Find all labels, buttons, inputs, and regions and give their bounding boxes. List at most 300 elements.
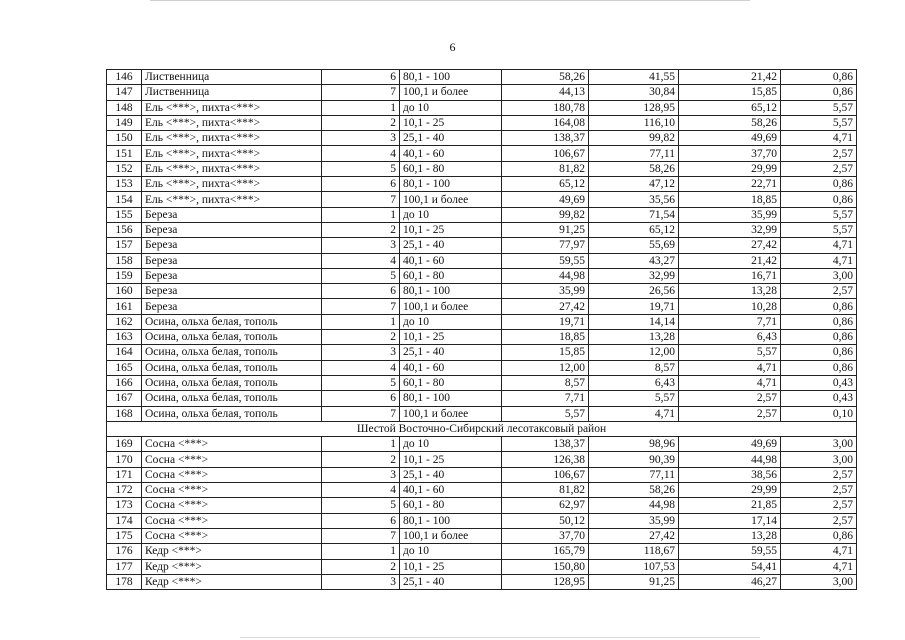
row-number: 146 — [107, 70, 142, 85]
rate-value-3: 16,71 — [679, 268, 781, 283]
table-row — [107, 284, 857, 299]
rate-value-1: 62,97 — [502, 498, 589, 513]
size-category: 7 — [322, 192, 400, 207]
size-category: 7 — [322, 406, 400, 421]
diameter-range: 40,1 - 60 — [400, 253, 502, 268]
table-row — [107, 467, 857, 482]
species-name: Береза — [142, 268, 322, 283]
table-row — [107, 314, 857, 329]
species-name: Осина, ольха белая, тополь — [142, 360, 322, 375]
rate-value-4: 4,71 — [781, 253, 857, 268]
row-number: 175 — [107, 528, 142, 543]
rate-value-2: 35,56 — [589, 192, 679, 207]
row-number: 160 — [107, 284, 142, 299]
table-row — [107, 452, 857, 467]
rate-value-2: 4,71 — [589, 406, 679, 421]
rate-value-2: 47,12 — [589, 177, 679, 192]
rate-value-3: 4,71 — [679, 360, 781, 375]
rate-value-2: 90,39 — [589, 452, 679, 467]
rate-value-1: 106,67 — [502, 467, 589, 482]
rate-value-1: 128,95 — [502, 574, 589, 589]
rate-value-2: 43,27 — [589, 253, 679, 268]
diameter-range: 10,1 - 25 — [400, 115, 502, 130]
rate-value-4: 3,00 — [781, 574, 857, 589]
rate-value-2: 6,43 — [589, 375, 679, 390]
rate-value-3: 21,42 — [679, 70, 781, 85]
row-number: 178 — [107, 574, 142, 589]
rate-value-2: 32,99 — [589, 268, 679, 283]
rows-group-after — [107, 437, 857, 590]
rate-value-4: 3,00 — [781, 452, 857, 467]
size-category: 5 — [322, 375, 400, 390]
rate-value-2: 26,56 — [589, 284, 679, 299]
row-number: 167 — [107, 391, 142, 406]
size-category: 5 — [322, 268, 400, 283]
rate-value-3: 18,85 — [679, 192, 781, 207]
section-title: Шестой Восточно-Сибирский лесотаксовый район — [107, 421, 857, 436]
diameter-range: 10,1 - 25 — [400, 330, 502, 345]
size-category: 1 — [322, 544, 400, 559]
size-category: 7 — [322, 528, 400, 543]
species-name: Сосна <***> — [142, 452, 322, 467]
diameter-range: 60,1 - 80 — [400, 161, 502, 176]
species-name: Осина, ольха белая, тополь — [142, 345, 322, 360]
row-number: 170 — [107, 452, 142, 467]
rate-value-1: 5,57 — [502, 406, 589, 421]
rate-value-1: 50,12 — [502, 513, 589, 528]
rate-value-1: 15,85 — [502, 345, 589, 360]
diameter-range: 25,1 - 40 — [400, 574, 502, 589]
row-number: 161 — [107, 299, 142, 314]
size-category: 6 — [322, 177, 400, 192]
row-number: 177 — [107, 559, 142, 574]
size-category: 6 — [322, 284, 400, 299]
size-category: 1 — [322, 207, 400, 222]
row-number: 151 — [107, 146, 142, 161]
row-number: 153 — [107, 177, 142, 192]
species-name: Ель <***>, пихта<***> — [142, 192, 322, 207]
diameter-range: 80,1 - 100 — [400, 284, 502, 299]
rate-value-3: 65,12 — [679, 100, 781, 115]
rate-value-1: 35,99 — [502, 284, 589, 299]
rate-value-4: 4,71 — [781, 238, 857, 253]
size-category: 2 — [322, 330, 400, 345]
page-number: 6 — [449, 40, 456, 54]
rate-value-2: 71,54 — [589, 207, 679, 222]
size-category: 4 — [322, 146, 400, 161]
rate-value-1: 138,37 — [502, 131, 589, 146]
rate-value-4: 0,86 — [781, 528, 857, 543]
rate-value-3: 4,71 — [679, 375, 781, 390]
rate-value-3: 13,28 — [679, 284, 781, 299]
row-number: 164 — [107, 345, 142, 360]
size-category: 2 — [322, 559, 400, 574]
table-row — [107, 161, 857, 176]
row-number: 174 — [107, 513, 142, 528]
size-category: 3 — [322, 238, 400, 253]
diameter-range: 10,1 - 25 — [400, 559, 502, 574]
rate-value-3: 13,28 — [679, 528, 781, 543]
size-category: 7 — [322, 299, 400, 314]
rate-value-3: 37,70 — [679, 146, 781, 161]
species-name: Ель <***>, пихта<***> — [142, 177, 322, 192]
rate-value-3: 46,27 — [679, 574, 781, 589]
rate-value-4: 3,00 — [781, 268, 857, 283]
rate-value-3: 2,57 — [679, 406, 781, 421]
rate-value-4: 3,00 — [781, 437, 857, 452]
rate-value-3: 10,28 — [679, 299, 781, 314]
table-row — [107, 391, 857, 406]
table-row — [107, 498, 857, 513]
row-number: 169 — [107, 437, 142, 452]
rate-value-4: 5,57 — [781, 207, 857, 222]
row-number: 163 — [107, 330, 142, 345]
species-name: Сосна <***> — [142, 528, 322, 543]
diameter-range: до 10 — [400, 100, 502, 115]
table-row — [107, 85, 857, 100]
row-number: 168 — [107, 406, 142, 421]
row-number: 171 — [107, 467, 142, 482]
table-row — [107, 345, 857, 360]
size-category: 1 — [322, 314, 400, 329]
species-name: Сосна <***> — [142, 467, 322, 482]
rate-value-4: 0,86 — [781, 314, 857, 329]
section-row — [107, 421, 857, 436]
rate-value-2: 116,10 — [589, 115, 679, 130]
row-number: 155 — [107, 207, 142, 222]
diameter-range: 60,1 - 80 — [400, 498, 502, 513]
diameter-range: 25,1 - 40 — [400, 345, 502, 360]
size-category: 6 — [322, 391, 400, 406]
diameter-range: 25,1 - 40 — [400, 467, 502, 482]
rate-value-3: 49,69 — [679, 131, 781, 146]
table-row — [107, 146, 857, 161]
table-row — [107, 330, 857, 345]
rate-value-4: 0,43 — [781, 391, 857, 406]
rate-value-1: 18,85 — [502, 330, 589, 345]
rate-value-2: 118,67 — [589, 544, 679, 559]
rate-value-1: 106,67 — [502, 146, 589, 161]
row-number: 172 — [107, 483, 142, 498]
species-name: Сосна <***> — [142, 483, 322, 498]
rate-value-3: 15,85 — [679, 85, 781, 100]
rate-value-1: 27,42 — [502, 299, 589, 314]
rate-value-3: 21,42 — [679, 253, 781, 268]
rate-value-1: 81,82 — [502, 483, 589, 498]
rate-value-3: 22,71 — [679, 177, 781, 192]
size-category: 5 — [322, 498, 400, 513]
table-row — [107, 483, 857, 498]
diameter-range: 80,1 - 100 — [400, 70, 502, 85]
rate-value-1: 165,79 — [502, 544, 589, 559]
species-name: Осина, ольха белая, тополь — [142, 391, 322, 406]
rate-value-4: 5,57 — [781, 222, 857, 237]
row-number: 162 — [107, 314, 142, 329]
diameter-range: 100,1 и более — [400, 528, 502, 543]
rate-value-3: 58,26 — [679, 115, 781, 130]
rate-value-4: 2,57 — [781, 483, 857, 498]
rate-value-1: 12,00 — [502, 360, 589, 375]
scan-edge-top — [150, 0, 750, 1]
rate-value-3: 17,14 — [679, 513, 781, 528]
rate-value-1: 138,37 — [502, 437, 589, 452]
species-name: Ель <***>, пихта<***> — [142, 146, 322, 161]
rate-value-3: 54,41 — [679, 559, 781, 574]
species-name: Кедр <***> — [142, 574, 322, 589]
diameter-range: 10,1 - 25 — [400, 452, 502, 467]
rate-value-4: 5,57 — [781, 100, 857, 115]
size-category: 4 — [322, 253, 400, 268]
rate-value-4: 2,57 — [781, 161, 857, 176]
rate-value-2: 8,57 — [589, 360, 679, 375]
rate-value-1: 81,82 — [502, 161, 589, 176]
rate-value-2: 12,00 — [589, 345, 679, 360]
size-category: 3 — [322, 467, 400, 482]
rate-value-1: 37,70 — [502, 528, 589, 543]
rate-value-3: 35,99 — [679, 207, 781, 222]
row-number: 150 — [107, 131, 142, 146]
table-row — [107, 222, 857, 237]
size-category: 1 — [322, 100, 400, 115]
diameter-range: до 10 — [400, 437, 502, 452]
rate-value-2: 14,14 — [589, 314, 679, 329]
rate-value-1: 44,98 — [502, 268, 589, 283]
rate-value-1: 99,82 — [502, 207, 589, 222]
diameter-range: 25,1 - 40 — [400, 238, 502, 253]
table-row — [107, 268, 857, 283]
row-number: 152 — [107, 161, 142, 176]
table-row — [107, 513, 857, 528]
rate-value-4: 0,86 — [781, 192, 857, 207]
rate-value-1: 19,71 — [502, 314, 589, 329]
table-row — [107, 253, 857, 268]
rate-value-2: 13,28 — [589, 330, 679, 345]
diameter-range: 60,1 - 80 — [400, 375, 502, 390]
size-category: 5 — [322, 161, 400, 176]
size-category: 6 — [322, 70, 400, 85]
rate-value-1: 7,71 — [502, 391, 589, 406]
table-row — [107, 375, 857, 390]
rate-value-3: 32,99 — [679, 222, 781, 237]
species-name: Кедр <***> — [142, 559, 322, 574]
rate-value-4: 0,86 — [781, 85, 857, 100]
table-row — [107, 406, 857, 421]
table-row — [107, 559, 857, 574]
rate-value-3: 2,57 — [679, 391, 781, 406]
species-name: Береза — [142, 284, 322, 299]
row-number: 147 — [107, 85, 142, 100]
species-name: Осина, ольха белая, тополь — [142, 330, 322, 345]
rate-value-1: 58,26 — [502, 70, 589, 85]
species-name: Осина, ольха белая, тополь — [142, 406, 322, 421]
row-number: 176 — [107, 544, 142, 559]
rate-value-4: 4,71 — [781, 559, 857, 574]
table-row — [107, 544, 857, 559]
rate-value-2: 107,53 — [589, 559, 679, 574]
rate-value-4: 2,57 — [781, 498, 857, 513]
table-row — [107, 131, 857, 146]
diameter-range: 100,1 и более — [400, 85, 502, 100]
diameter-range: 60,1 - 80 — [400, 268, 502, 283]
rate-value-3: 44,98 — [679, 452, 781, 467]
row-number: 166 — [107, 375, 142, 390]
row-number: 157 — [107, 238, 142, 253]
rate-value-2: 128,95 — [589, 100, 679, 115]
species-name: Ель <***>, пихта<***> — [142, 161, 322, 176]
rate-value-3: 27,42 — [679, 238, 781, 253]
rate-value-1: 180,78 — [502, 100, 589, 115]
rate-value-2: 58,26 — [589, 483, 679, 498]
rate-value-4: 0,86 — [781, 345, 857, 360]
rate-value-4: 0,43 — [781, 375, 857, 390]
rate-value-3: 29,99 — [679, 161, 781, 176]
size-category: 3 — [322, 131, 400, 146]
rate-value-3: 7,71 — [679, 314, 781, 329]
rate-value-2: 77,11 — [589, 467, 679, 482]
rate-value-2: 19,71 — [589, 299, 679, 314]
rate-value-4: 4,71 — [781, 544, 857, 559]
table-row — [107, 115, 857, 130]
diameter-range: 40,1 - 60 — [400, 483, 502, 498]
rate-value-2: 98,96 — [589, 437, 679, 452]
row-number: 173 — [107, 498, 142, 513]
rate-value-1: 77,97 — [502, 238, 589, 253]
diameter-range: 25,1 - 40 — [400, 131, 502, 146]
size-category: 4 — [322, 483, 400, 498]
rate-value-3: 6,43 — [679, 330, 781, 345]
species-name: Сосна <***> — [142, 437, 322, 452]
row-number: 148 — [107, 100, 142, 115]
rate-value-3: 49,69 — [679, 437, 781, 452]
species-name: Ель <***>, пихта<***> — [142, 131, 322, 146]
diameter-range: до 10 — [400, 544, 502, 559]
rate-value-3: 38,56 — [679, 467, 781, 482]
diameter-range: 10,1 - 25 — [400, 222, 502, 237]
rate-value-1: 91,25 — [502, 222, 589, 237]
rows-group-before — [107, 70, 857, 422]
size-category: 4 — [322, 360, 400, 375]
diameter-range: 40,1 - 60 — [400, 146, 502, 161]
rate-value-4: 2,57 — [781, 467, 857, 482]
size-category: 3 — [322, 345, 400, 360]
size-category: 3 — [322, 574, 400, 589]
rate-value-2: 99,82 — [589, 131, 679, 146]
rate-value-1: 126,38 — [502, 452, 589, 467]
table-row — [107, 192, 857, 207]
rate-value-4: 2,57 — [781, 284, 857, 299]
species-name: Сосна <***> — [142, 513, 322, 528]
species-name: Береза — [142, 207, 322, 222]
rate-value-4: 2,57 — [781, 513, 857, 528]
size-category: 2 — [322, 115, 400, 130]
table-row — [107, 574, 857, 589]
species-name: Осина, ольха белая, тополь — [142, 375, 322, 390]
row-number: 158 — [107, 253, 142, 268]
table-row — [107, 299, 857, 314]
rate-value-4: 0,86 — [781, 70, 857, 85]
diameter-range: 80,1 - 100 — [400, 177, 502, 192]
species-name: Береза — [142, 238, 322, 253]
rate-value-3: 21,85 — [679, 498, 781, 513]
size-category: 6 — [322, 513, 400, 528]
rate-value-2: 27,42 — [589, 528, 679, 543]
scan-edge-bottom — [240, 637, 760, 638]
rate-value-1: 59,55 — [502, 253, 589, 268]
rate-value-4: 0,86 — [781, 330, 857, 345]
diameter-range: 100,1 и более — [400, 192, 502, 207]
row-number: 159 — [107, 268, 142, 283]
rate-value-1: 164,08 — [502, 115, 589, 130]
rate-value-2: 91,25 — [589, 574, 679, 589]
rate-value-1: 49,69 — [502, 192, 589, 207]
species-name: Береза — [142, 222, 322, 237]
size-category: 2 — [322, 222, 400, 237]
rate-value-2: 58,26 — [589, 161, 679, 176]
row-number: 156 — [107, 222, 142, 237]
species-name: Лиственница — [142, 85, 322, 100]
rate-value-1: 65,12 — [502, 177, 589, 192]
rate-value-3: 5,57 — [679, 345, 781, 360]
diameter-range: 100,1 и более — [400, 299, 502, 314]
rate-value-1: 8,57 — [502, 375, 589, 390]
diameter-range: 80,1 - 100 — [400, 391, 502, 406]
table-row — [107, 207, 857, 222]
species-name: Береза — [142, 253, 322, 268]
rate-value-2: 44,98 — [589, 498, 679, 513]
rate-value-2: 55,69 — [589, 238, 679, 253]
rate-value-4: 4,71 — [781, 131, 857, 146]
species-name: Ель <***>, пихта<***> — [142, 115, 322, 130]
diameter-range: 40,1 - 60 — [400, 360, 502, 375]
rate-value-2: 77,11 — [589, 146, 679, 161]
diameter-range: до 10 — [400, 314, 502, 329]
size-category: 7 — [322, 85, 400, 100]
rate-value-1: 150,80 — [502, 559, 589, 574]
species-name: Кедр <***> — [142, 544, 322, 559]
row-number: 154 — [107, 192, 142, 207]
rate-value-1: 44,13 — [502, 85, 589, 100]
rate-value-2: 65,12 — [589, 222, 679, 237]
rate-value-3: 29,99 — [679, 483, 781, 498]
table-row — [107, 70, 857, 85]
rate-value-2: 30,84 — [589, 85, 679, 100]
rate-value-2: 5,57 — [589, 391, 679, 406]
table-row — [107, 437, 857, 452]
species-name: Лиственница — [142, 70, 322, 85]
row-number: 165 — [107, 360, 142, 375]
rate-value-4: 0,86 — [781, 299, 857, 314]
table-row — [107, 100, 857, 115]
rate-value-4: 0,10 — [781, 406, 857, 421]
table-row — [107, 177, 857, 192]
diameter-range: до 10 — [400, 207, 502, 222]
size-category: 1 — [322, 437, 400, 452]
rate-value-3: 59,55 — [679, 544, 781, 559]
table-row — [107, 238, 857, 253]
rate-value-4: 0,86 — [781, 177, 857, 192]
diameter-range: 100,1 и более — [400, 406, 502, 421]
species-name: Береза — [142, 299, 322, 314]
diameter-range: 80,1 - 100 — [400, 513, 502, 528]
rates-table — [106, 69, 857, 590]
rate-value-2: 35,99 — [589, 513, 679, 528]
rate-value-2: 41,55 — [589, 70, 679, 85]
table-row — [107, 360, 857, 375]
rate-value-4: 0,86 — [781, 360, 857, 375]
section-group — [107, 421, 857, 436]
row-number: 149 — [107, 115, 142, 130]
species-name: Ель <***>, пихта<***> — [142, 100, 322, 115]
